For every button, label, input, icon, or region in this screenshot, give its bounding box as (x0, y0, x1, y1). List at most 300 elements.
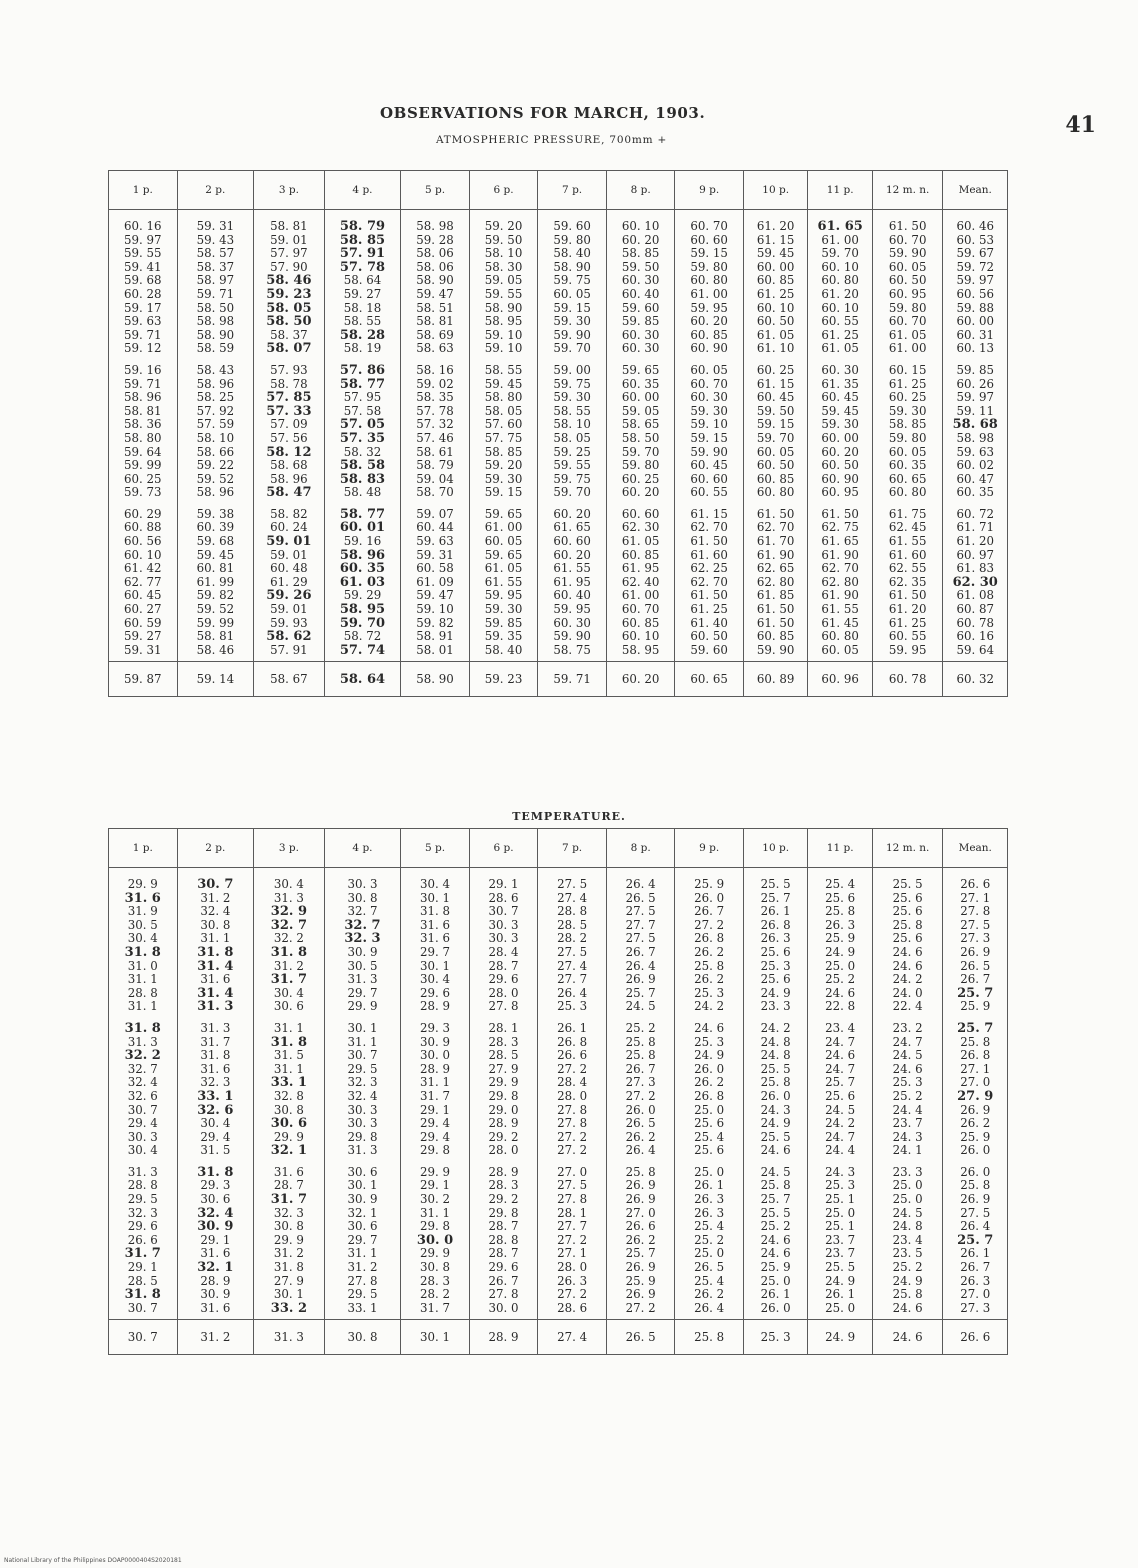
pressure-value: 60. 72 (956, 506, 994, 521)
pressure-mean-cell (401, 662, 470, 697)
pressure-value: 58. 36 (124, 417, 162, 432)
pressure-value: 61. 05 (821, 341, 859, 356)
temperature-value: 31. 1 (347, 1034, 378, 1049)
temperature-value: 32. 4 (127, 1075, 158, 1090)
temperature-value: 26. 2 (694, 944, 725, 959)
pressure-column-cell (675, 210, 744, 360)
pressure-value: 59. 64 (956, 642, 994, 657)
temperature-mean-value: 24. 6 (892, 1329, 923, 1344)
pressure-value: 61. 90 (756, 547, 795, 562)
temperature-value: 25. 0 (694, 1246, 725, 1261)
pressure-value: 58. 40 (553, 246, 591, 261)
pressure-value: 59. 63 (124, 314, 162, 329)
pressure-value: 58. 96 (124, 390, 162, 405)
pressure-value: 61. 20 (888, 602, 927, 617)
temperature-value: 24. 7 (892, 1034, 923, 1049)
temperature-value: 32. 7 (127, 1061, 158, 1076)
pressure-mean-cell (743, 662, 808, 697)
pressure-column-cell (401, 360, 470, 504)
temperature-value: 29. 9 (347, 999, 378, 1014)
temperature-value: 25. 0 (694, 1164, 725, 1179)
pressure-value: 58. 77 (339, 506, 386, 522)
temperature-mean-cell (401, 1320, 470, 1355)
pressure-value: 58. 19 (343, 341, 382, 356)
pressure-value: 58. 46 (266, 273, 312, 289)
temperature-value: 27. 2 (625, 1088, 656, 1103)
pressure-value: 60. 24 (270, 520, 308, 535)
temperature-column-cell (943, 868, 1008, 1018)
pressure-value: 61. 29 (270, 574, 308, 589)
temperature-value: 30. 4 (420, 972, 451, 987)
temperature-value: 27. 0 (557, 1164, 588, 1179)
pressure-value: 60. 10 (621, 219, 660, 233)
pressure-value: 60. 01 (339, 520, 386, 536)
temperature-value: 31. 6 (200, 1300, 231, 1315)
temperature-value: 26. 1 (694, 1178, 725, 1193)
temperature-value: 25. 3 (694, 1034, 725, 1049)
pressure-value: 57. 78 (416, 403, 454, 418)
pressure-column-cell (743, 360, 808, 504)
pressure-column-cell (538, 210, 607, 360)
pressure-value: 59. 31 (196, 219, 235, 233)
temperature-value: 29. 2 (488, 1129, 519, 1144)
temperature-value: 30. 2 (420, 1192, 451, 1207)
pressure-value: 58. 90 (484, 300, 523, 315)
pressure-value: 58. 61 (416, 444, 454, 459)
temperature-value: 25. 8 (825, 904, 856, 919)
pressure-value: 59. 65 (621, 362, 660, 377)
pressure-value: 60. 31 (956, 327, 994, 342)
pressure-value: 61. 50 (756, 615, 795, 630)
pressure-value: 57. 86 (339, 362, 386, 378)
pressure-column-cell (606, 504, 675, 662)
temperature-value: 31. 8 (197, 1164, 234, 1180)
temperature-value: 28. 2 (557, 931, 588, 946)
temperature-value: 30. 0 (416, 1232, 454, 1248)
temperature-value: 27. 5 (557, 877, 588, 891)
temperature-value: 25. 3 (825, 1178, 856, 1193)
temperature-value: 24. 7 (825, 1061, 856, 1076)
temperature-value: 27. 1 (960, 890, 991, 905)
temperature-value: 32. 3 (273, 1205, 304, 1220)
temperature-value: 27. 2 (694, 917, 725, 932)
temperature-value: 25. 7 (957, 1020, 994, 1036)
temperature-value: 30. 4 (420, 877, 451, 891)
pressure-value: 59. 45 (484, 376, 523, 391)
temperature-column-cell (538, 1018, 607, 1162)
pressure-value: 59. 31 (124, 642, 162, 657)
temperature-value: 25. 7 (625, 985, 656, 1000)
pressure-value: 62. 80 (821, 574, 859, 589)
pressure-value: 60. 00 (821, 430, 859, 445)
temperature-value: 28. 4 (488, 944, 519, 959)
pressure-column-cell (254, 210, 325, 360)
pressure-value: 61. 25 (821, 327, 859, 342)
temperature-column-cell (324, 1018, 401, 1162)
pressure-value: 60. 80 (690, 273, 728, 288)
pressure-value: 59. 01 (270, 547, 308, 562)
temperature-value: 29. 9 (420, 1246, 451, 1261)
pressure-mean-cell (177, 662, 254, 697)
temperature-value: 26. 2 (694, 1287, 725, 1302)
pressure-value: 59. 15 (484, 485, 523, 500)
pressure-value: 59. 12 (124, 341, 162, 356)
temperature-value: 29. 7 (347, 985, 378, 1000)
temperature-value: 28. 3 (488, 1034, 519, 1049)
temperature-value: 31. 1 (127, 999, 158, 1014)
temperature-value: 27. 9 (273, 1273, 304, 1288)
pressure-value: 58. 16 (416, 362, 454, 377)
temperature-value: 26. 9 (625, 1192, 656, 1207)
pressure-value: 60. 46 (956, 219, 994, 233)
temperature-value: 26. 2 (625, 1232, 656, 1247)
temperature-value: 31. 3 (127, 1164, 158, 1179)
pressure-value: 61. 60 (888, 547, 927, 562)
pressure-value: 60. 05 (553, 286, 591, 301)
temperature-value: 30. 4 (127, 931, 158, 946)
temperature-value: 26. 2 (625, 1129, 656, 1144)
temperature-value: 24. 6 (892, 1300, 923, 1315)
pressure-value: 59. 28 (416, 232, 454, 247)
pressure-value: 60. 85 (621, 547, 660, 562)
temperature-value: 25. 8 (625, 1164, 656, 1179)
temperature-value: 31. 1 (420, 1205, 451, 1220)
temperature-value: 31. 7 (200, 1034, 231, 1049)
temperature-value: 29. 9 (273, 1232, 304, 1247)
temperature-value: 31. 8 (200, 1048, 231, 1063)
pressure-value: 60. 45 (756, 390, 795, 405)
pressure-value: 58. 40 (484, 642, 523, 657)
pressure-value: 60. 45 (690, 458, 728, 473)
pressure-column-cell (177, 504, 254, 662)
pressure-value: 60. 40 (553, 588, 591, 603)
temperature-value: 32. 8 (273, 1088, 304, 1103)
temperature-value: 26. 4 (625, 1143, 656, 1158)
pressure-value: 58. 81 (416, 314, 454, 329)
pressure-value: 57. 78 (339, 259, 386, 275)
pressure-value: 61. 85 (756, 588, 795, 603)
temperature-mean-cell (872, 1320, 943, 1355)
temperature-value: 27. 8 (488, 999, 519, 1014)
temperature-value: 27. 5 (960, 1205, 991, 1220)
pressure-value: 61. 00 (690, 286, 728, 301)
pressure-value: 60. 20 (621, 232, 660, 247)
pressure-value: 60. 80 (756, 485, 795, 500)
temperature-value: 22. 4 (892, 999, 923, 1014)
pressure-mean-value: 59. 87 (124, 671, 162, 686)
pressure-value: 59. 90 (690, 444, 728, 459)
pressure-value: 58. 68 (952, 417, 998, 433)
pressure-value: 61. 00 (621, 588, 660, 603)
temperature-value: 30. 0 (420, 1048, 451, 1063)
temperature-value: 27. 2 (557, 1143, 588, 1158)
temperature-value: 23. 4 (892, 1232, 923, 1247)
pressure-value: 59. 85 (956, 362, 994, 377)
pressure-value: 60. 13 (956, 341, 994, 356)
temperature-value: 31. 8 (124, 1287, 161, 1303)
pressure-column-cell (808, 360, 873, 504)
temperature-value: 31. 8 (124, 1020, 161, 1036)
pressure-column-cell (254, 360, 325, 504)
temperature-value: 26. 9 (960, 1192, 991, 1207)
temperature-value: 25. 9 (694, 877, 725, 891)
temperature-value: 29. 4 (200, 1129, 231, 1144)
temperature-column-cell (109, 1018, 178, 1162)
pressure-value: 59. 11 (956, 403, 994, 418)
pressure-value: 59. 71 (124, 327, 162, 342)
pressure-day-group (109, 504, 1008, 662)
temperature-value: 26. 3 (694, 1205, 725, 1220)
pressure-value: 58. 10 (196, 430, 235, 445)
pressure-value: 59. 55 (553, 458, 591, 473)
pressure-value: 60. 30 (621, 327, 660, 342)
pressure-value: 59. 72 (956, 259, 994, 274)
temperature-value: 25. 0 (825, 958, 856, 973)
pressure-mean-cell (943, 662, 1008, 697)
temperature-value: 30. 5 (127, 917, 158, 932)
temperature-value: 25. 2 (892, 1088, 923, 1103)
temperature-value: 25. 9 (960, 999, 991, 1014)
pressure-value: 60. 50 (756, 458, 795, 473)
temperature-value: 33. 1 (197, 1088, 234, 1104)
temperature-value: 25. 8 (960, 1178, 991, 1193)
pressure-mean-cell (675, 662, 744, 697)
pressure-value: 59. 15 (690, 246, 728, 261)
temperature-value: 27. 8 (960, 904, 991, 919)
pressure-value: 59. 10 (690, 417, 728, 432)
pressure-value: 57. 95 (343, 390, 382, 405)
pressure-value: 59. 82 (416, 615, 454, 630)
pressure-mean-cell (606, 662, 675, 697)
pressure-value: 60. 25 (756, 362, 795, 377)
pressure-column-cell (808, 504, 873, 662)
temperature-value: 26. 3 (694, 1192, 725, 1207)
pressure-value: 60. 65 (888, 471, 927, 486)
temperature-value: 28. 6 (488, 890, 519, 905)
temperature-value: 24. 9 (892, 1273, 923, 1288)
temperature-value: 30. 9 (347, 1192, 378, 1207)
temperature-value: 30. 7 (127, 1102, 158, 1117)
pressure-value: 61. 20 (756, 219, 795, 233)
pressure-mean-value: 58. 90 (416, 671, 454, 686)
temperature-column-cell (808, 1018, 873, 1162)
pressure-column-cell (606, 360, 675, 504)
temperature-value: 33. 2 (270, 1300, 307, 1316)
temperature-value: 24. 5 (892, 1048, 923, 1063)
temperature-value: 27. 0 (960, 1075, 991, 1090)
pressure-value: 59. 47 (416, 588, 454, 603)
temperature-value: 27. 9 (957, 1088, 994, 1104)
pressure-column-cell (177, 210, 254, 360)
temperature-value: 24. 5 (760, 1164, 791, 1179)
pressure-value: 58. 07 (266, 341, 312, 357)
temperature-value: 30. 6 (347, 1164, 378, 1179)
pressure-value: 61. 70 (756, 534, 795, 549)
pressure-value: 60. 80 (888, 485, 927, 500)
pressure-value: 61. 25 (888, 615, 927, 630)
temperature-value: 25. 5 (892, 877, 923, 891)
temperature-value: 30. 7 (127, 1300, 158, 1315)
temperature-value: 28. 7 (488, 1246, 519, 1261)
temperature-column-cell (254, 1018, 325, 1162)
temperature-value: 29. 1 (420, 1102, 451, 1117)
temperature-value: 27. 2 (557, 1287, 588, 1302)
temperature-value: 28. 2 (420, 1287, 451, 1302)
pressure-mean-value: 60. 32 (956, 671, 994, 686)
pressure-value: 59. 95 (690, 300, 728, 315)
temperature-value: 26. 4 (557, 985, 588, 1000)
pressure-value: 60. 27 (124, 602, 162, 617)
pressure-value: 60. 30 (621, 273, 660, 288)
temperature-value: 25. 9 (960, 1129, 991, 1144)
temperature-column-cell (469, 1018, 538, 1162)
temperature-mean-cell (606, 1320, 675, 1355)
pressure-value: 58. 12 (266, 444, 312, 460)
temperature-column-header: Mean. (943, 829, 1008, 868)
temperature-value: 31. 4 (197, 985, 234, 1001)
temperature-value: 30. 4 (200, 1116, 231, 1131)
pressure-value: 57. 91 (339, 246, 386, 262)
pressure-mean-cell (254, 662, 325, 697)
temperature-value: 30. 1 (347, 1178, 378, 1193)
pressure-value: 57. 85 (266, 390, 312, 406)
pressure-value: 59. 26 (266, 588, 312, 604)
temperature-value: 31. 3 (347, 1143, 378, 1158)
temperature-value: 29. 4 (420, 1116, 451, 1131)
temperature-value: 26. 6 (960, 877, 991, 891)
pressure-value: 58. 25 (196, 390, 235, 405)
pressure-value: 59. 95 (553, 602, 591, 617)
temperature-value: 29. 8 (347, 1129, 378, 1144)
pressure-value: 59. 70 (553, 485, 591, 500)
temperature-mean-cell (254, 1320, 325, 1355)
temperature-value: 30. 4 (273, 877, 304, 891)
temperature-value: 26. 3 (557, 1273, 588, 1288)
temperature-value: 31. 7 (270, 972, 307, 988)
pressure-value: 60. 29 (124, 506, 162, 521)
pressure-value: 61. 00 (888, 341, 927, 356)
temperature-value: 26. 0 (694, 1061, 725, 1076)
temperature-value: 24. 2 (892, 972, 923, 987)
pressure-value: 61. 90 (821, 588, 859, 603)
temperature-value: 25. 5 (760, 1129, 791, 1144)
pressure-value: 57. 05 (339, 417, 386, 433)
temperature-value: 26. 5 (694, 1260, 725, 1275)
temperature-value: 26. 0 (625, 1102, 656, 1117)
pressure-value: 59. 82 (196, 588, 235, 603)
pressure-value: 62. 77 (124, 574, 162, 589)
temperature-value: 33. 1 (347, 1300, 378, 1315)
temperature-value: 24. 2 (760, 1020, 791, 1035)
temperature-value: 31. 8 (124, 944, 161, 960)
temperature-value: 26. 2 (960, 1116, 991, 1131)
pressure-value: 59. 52 (196, 471, 235, 486)
pressure-value: 62. 55 (888, 561, 927, 576)
pressure-column-cell (324, 210, 401, 360)
temperature-value: 25. 5 (760, 1205, 791, 1220)
temperature-value: 26. 9 (625, 1260, 656, 1275)
temperature-value: 23. 7 (892, 1116, 923, 1131)
temperature-value: 23. 3 (760, 999, 791, 1014)
temperature-value: 26. 8 (760, 917, 791, 932)
temperature-value: 24. 7 (825, 1129, 856, 1144)
temperature-value: 32. 7 (344, 917, 381, 933)
pressure-column-cell (872, 504, 943, 662)
pressure-value: 60. 20 (553, 506, 591, 521)
pressure-value: 58. 50 (621, 430, 660, 445)
pressure-value: 60. 44 (416, 520, 454, 535)
pressure-value: 58. 85 (621, 246, 660, 261)
pressure-value: 59. 15 (553, 300, 591, 315)
temperature-value: 28. 9 (420, 999, 451, 1014)
temperature-value: 25. 7 (957, 1232, 994, 1248)
temperature-value: 29. 1 (420, 1178, 451, 1193)
temperature-column-header: 10 p. (743, 829, 808, 868)
pressure-value: 61. 75 (888, 506, 927, 521)
temperature-value: 26. 4 (960, 1219, 991, 1234)
temperature-value: 29. 5 (347, 1061, 378, 1076)
temperature-value: 23. 5 (892, 1246, 923, 1261)
pressure-value: 59. 43 (196, 232, 235, 247)
temperature-column-cell (177, 1162, 254, 1320)
temperature-column-header: 7 p. (538, 829, 607, 868)
temperature-value: 33. 1 (270, 1075, 307, 1091)
pressure-value: 59. 90 (553, 327, 591, 342)
temperature-value: 27. 4 (557, 890, 588, 905)
temperature-value: 25. 8 (625, 1034, 656, 1049)
pressure-value: 58. 95 (339, 602, 386, 618)
pressure-value: 59. 17 (124, 300, 162, 315)
pressure-value: 60. 35 (621, 376, 660, 391)
temperature-value: 31. 0 (127, 958, 158, 973)
pressure-value: 58. 98 (956, 430, 994, 445)
temperature-value: 28. 9 (488, 1116, 519, 1131)
pressure-value: 60. 55 (821, 314, 859, 329)
temperature-value: 25. 7 (625, 1246, 656, 1261)
footer-note: National Library of the Philippines DOAP0000404S2020181 (4, 1557, 182, 1564)
pressure-value: 59. 07 (416, 506, 454, 521)
pressure-value: 60. 50 (821, 458, 859, 473)
temperature-value: 32. 1 (347, 1205, 378, 1220)
pressure-value: 62. 35 (888, 574, 927, 589)
pressure-column-header: 4 p. (324, 171, 401, 210)
temperature-value: 25. 7 (760, 890, 791, 905)
temperature-value: 26. 5 (625, 890, 656, 905)
temperature-value: 27. 2 (557, 1061, 588, 1076)
pressure-value: 61. 50 (888, 219, 927, 233)
temperature-value: 32. 3 (127, 1205, 158, 1220)
pressure-value: 58. 96 (196, 376, 235, 391)
pressure-value: 60. 85 (621, 615, 660, 630)
pressure-value: 59. 97 (124, 232, 162, 247)
temperature-value: 25. 8 (760, 1178, 791, 1193)
temperature-mean-cell (538, 1320, 607, 1355)
pressure-value: 57. 56 (270, 430, 308, 445)
temperature-value: 26. 5 (960, 958, 991, 973)
pressure-value: 58. 70 (416, 485, 454, 500)
pressure-column-cell (109, 360, 178, 504)
pressure-mean-value: 59. 71 (553, 671, 591, 686)
temperature-value: 25. 6 (694, 1143, 725, 1158)
temperature-value: 24. 9 (694, 1048, 725, 1063)
pressure-value: 60. 28 (124, 286, 162, 301)
temperature-value: 25. 2 (760, 1219, 791, 1234)
pressure-mean-cell (324, 662, 401, 697)
temperature-column-header: 1 p. (109, 829, 178, 868)
pressure-value: 58. 90 (553, 259, 591, 274)
pressure-value: 60. 95 (888, 286, 927, 301)
temperature-column-header: 9 p. (675, 829, 744, 868)
